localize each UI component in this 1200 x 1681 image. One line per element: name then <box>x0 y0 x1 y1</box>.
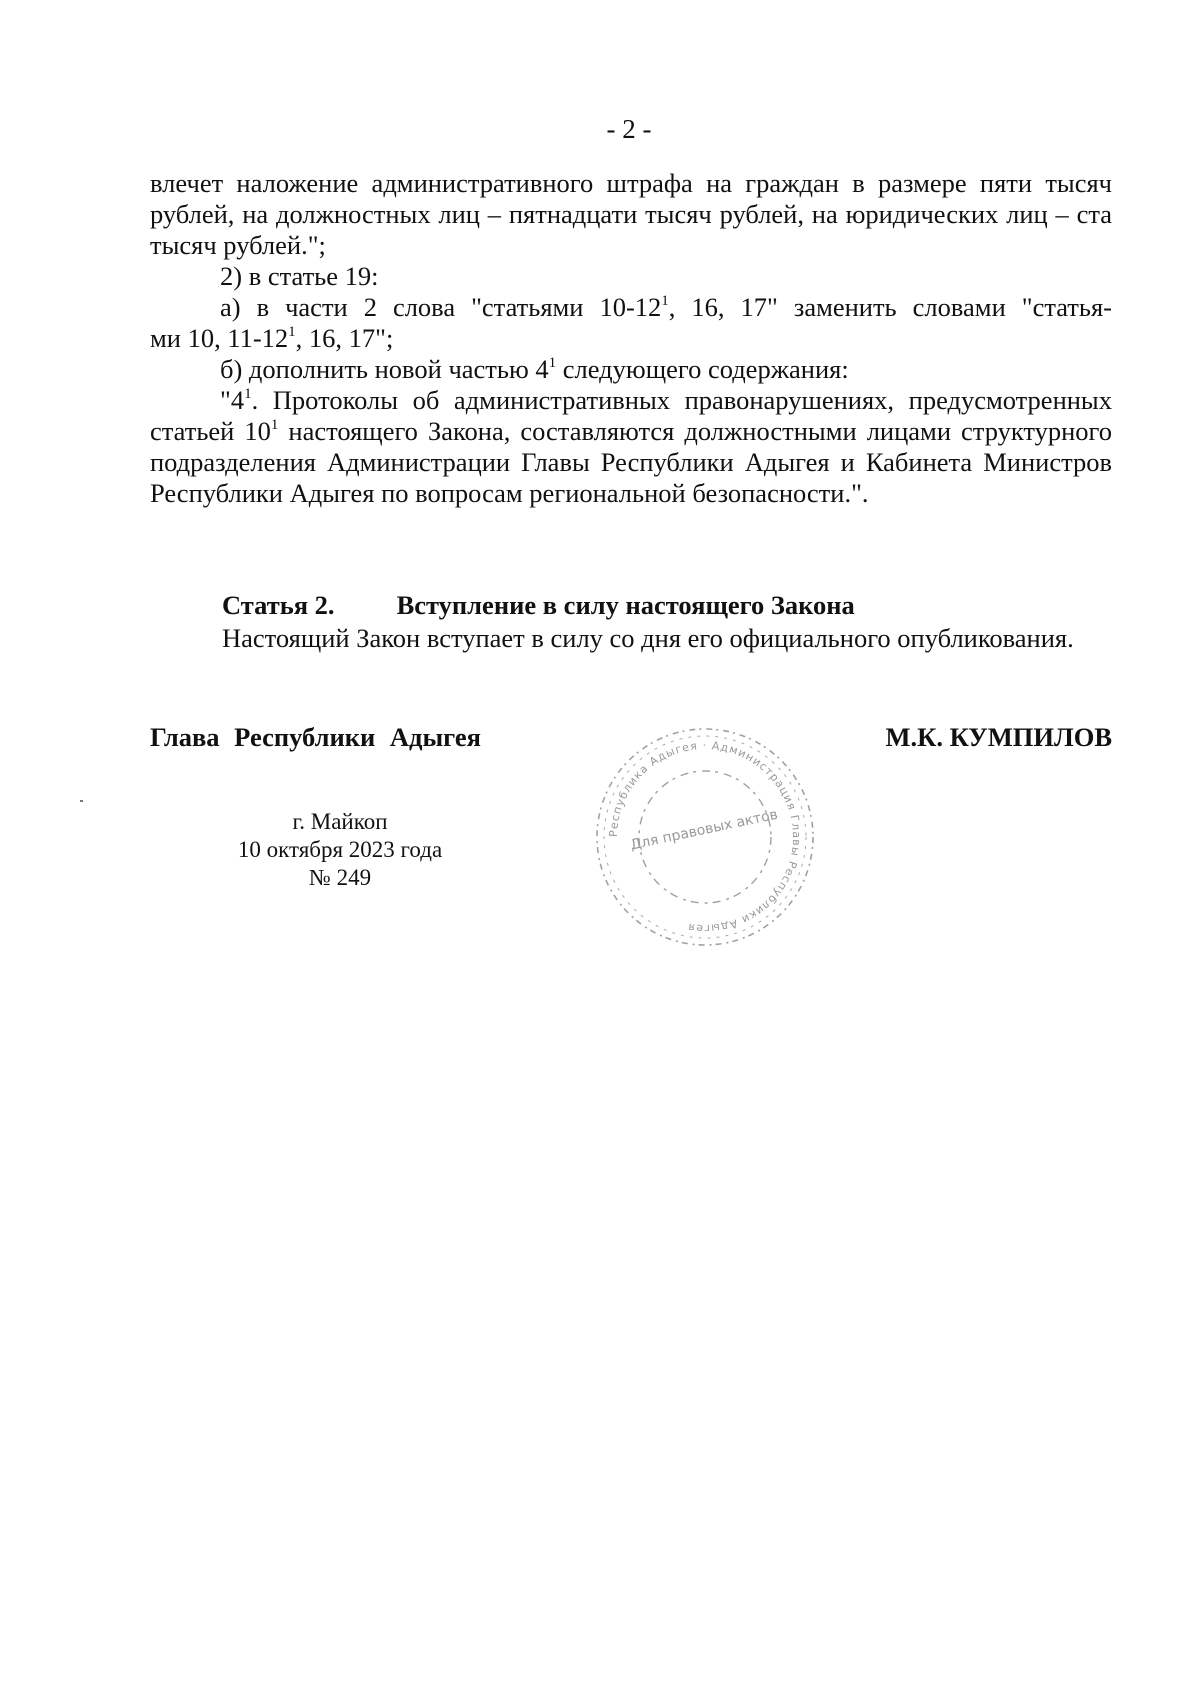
signatory-role: Глава Республики Адыгея <box>150 722 481 752</box>
text-fragment: , 16, 17"; <box>295 323 394 353</box>
text-fragment: настоящего Закона, составляются должностными лицами структурного подразделения Администрации Главы Республики Адыгея и Кабинета Министров Республики Адыгея по вопросам региональной безопасности.". <box>150 416 1112 508</box>
superscript: 1 <box>270 417 279 433</box>
official-seal-stamp <box>590 722 820 952</box>
text-fragment: "4 <box>220 385 245 415</box>
seal-center-text: Для правовых актов <box>629 806 780 854</box>
article-text: Настоящий Закон вступает в силу со дня его официального опубликования. <box>222 623 1074 653</box>
superscript: 1 <box>661 293 669 309</box>
page-number: - 2 - <box>606 114 652 144</box>
text-fragment: ми 10, 11-12 <box>150 323 289 353</box>
paragraph-part-4-1 <box>150 385 1112 509</box>
seal-ring-text: Республика Адыгея · Администрация Главы Республики Адыгея <box>606 738 804 936</box>
text-fragment: следующего содержания: <box>556 354 849 384</box>
paragraph-item-a-line1 <box>150 292 1112 323</box>
law-body-text <box>150 168 1112 509</box>
superscript: 1 <box>244 386 252 402</box>
text-fragment: а) в части 2 слова "статьями 10-12 <box>220 292 662 322</box>
article-title: Вступление в силу настоящего Закона <box>396 590 855 620</box>
law-number: № 249 <box>308 865 372 890</box>
signatory-name: М.К. КУМПИЛОВ <box>885 722 1112 752</box>
text-fragment: б) дополнить новой частью 4 <box>220 354 549 384</box>
superscript: 1 <box>288 324 296 340</box>
place-date-block <box>200 808 480 892</box>
superscript: 1 <box>548 355 557 371</box>
scan-speck <box>80 800 83 802</box>
article-heading <box>222 590 855 621</box>
text-fragment: . Протоколы об административных правонарушениях, предусмотренных статьей 10 <box>150 385 1112 446</box>
paragraph-item-b <box>150 354 1112 385</box>
text-fragment: , 16, 17" заменить словами "статья- <box>668 292 1112 322</box>
date: 10 октября 2023 года <box>237 837 443 862</box>
paragraph-item-a-line2 <box>150 323 1112 354</box>
city: г. Майкоп <box>292 809 388 834</box>
paragraph-article-19: 2) в статье 19: <box>220 261 379 291</box>
article-number: Статья 2. <box>222 590 335 620</box>
paragraph-penalty: влечет наложение административного штрафа на граждан в размере пяти тысяч рублей, на должностных лиц – пятнадцати тысяч рублей, на юридических лиц – ста тысяч рублей."; <box>150 168 1112 260</box>
